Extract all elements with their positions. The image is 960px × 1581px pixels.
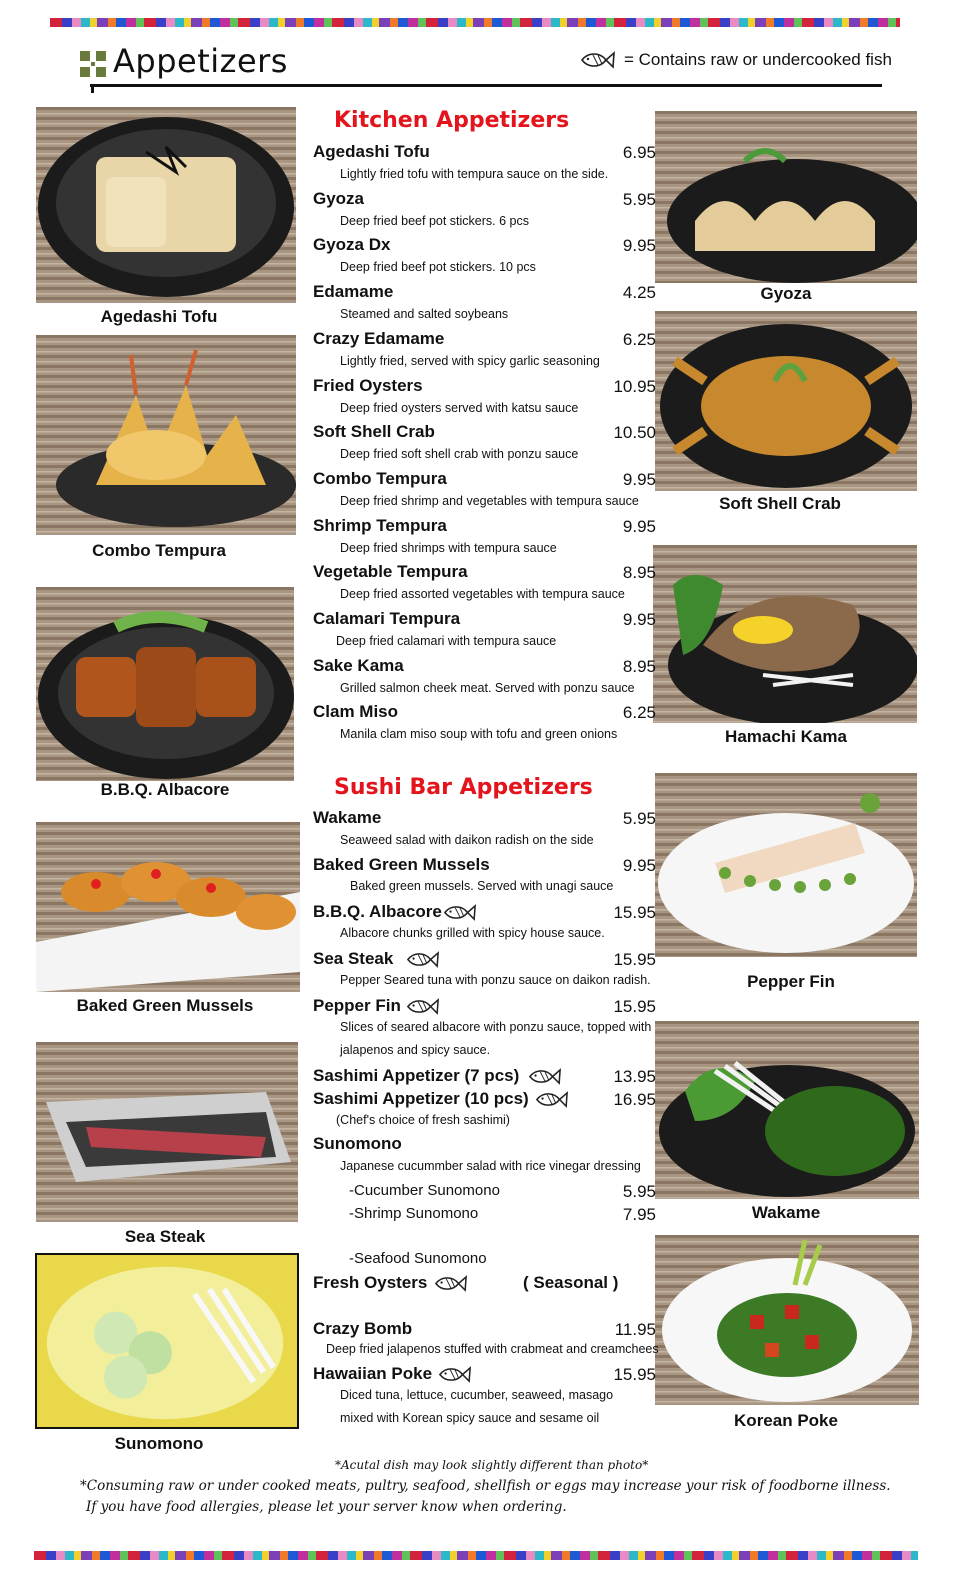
bottom-decorative-band xyxy=(34,1551,918,1560)
menu-item-price: 15.95 xyxy=(613,1365,656,1384)
menu-item-name: Sashimi Appetizer (7 pcs) xyxy=(313,1066,520,1085)
menu-item-desc: Steamed and salted soybeans xyxy=(340,307,509,321)
caption-combo-tempura: Combo Tempura xyxy=(92,541,226,560)
menu-item-desc: Grilled salmon cheek meat. Served with ponzu sauce xyxy=(340,681,635,695)
menu-item-price: 16.95 xyxy=(613,1090,656,1109)
menu-item-desc: Seaweed salad with daikon radish on the side xyxy=(340,833,594,847)
menu-item-desc: Albacore chunks grilled with spicy house sauce. xyxy=(340,926,605,940)
agedashi-tofu-photo xyxy=(36,107,296,303)
menu-item-price: 7.95 xyxy=(622,1205,656,1224)
menu-item-price: 9.95 xyxy=(622,517,656,536)
raw-fish-icon xyxy=(535,1090,569,1109)
menu-item-price: 9.95 xyxy=(622,236,656,255)
allergy-notice: If you have food allergies, please let your server know when ordering. xyxy=(86,1499,567,1515)
menu-item-desc: Manila clam miso soup with tofu and green onions xyxy=(340,727,618,741)
sunomono-option: -Seafood Sunomono xyxy=(349,1250,487,1267)
menu-item-price: 5.95 xyxy=(622,1182,656,1201)
menu-item-desc: Diced tuna, lettuce, cucumber, seaweed, masago xyxy=(340,1388,614,1402)
sunomono-photo xyxy=(35,1253,299,1429)
menu-item-name: Agedashi Tofu xyxy=(313,142,430,161)
menu-item-name: Crazy Bomb xyxy=(313,1319,413,1338)
raw-fish-icon xyxy=(438,1365,472,1384)
menu-item-price: 15.95 xyxy=(613,903,656,922)
menu-item-name: Gyoza Dx xyxy=(313,235,391,254)
sunomono-option: -Cucumber Sunomono xyxy=(349,1182,500,1199)
header-rule xyxy=(90,84,882,87)
caption-agedashi-tofu: Agedashi Tofu xyxy=(100,307,218,326)
menu-item-desc: Slices of seared albacore with ponzu sauce, topped with xyxy=(340,1020,652,1034)
menu-item-price: 8.95 xyxy=(622,563,656,582)
menu-item-desc: jalapenos and spicy sauce. xyxy=(340,1043,491,1057)
bbq-albacore-photo xyxy=(36,587,294,781)
page-title: Appetizers xyxy=(113,42,288,80)
menu-item-desc: Deep fried jalapenos stuffed with crabmeat and creamchees xyxy=(326,1342,659,1356)
raw-fish-legend xyxy=(580,50,892,70)
top-decorative-band xyxy=(50,18,900,27)
legend-text: = Contains raw or undercooked fish xyxy=(624,50,892,69)
menu-item-desc: Lightly fried, served with spicy garlic seasoning xyxy=(340,354,600,368)
header-rule-tick xyxy=(91,84,94,93)
menu-item-desc: mixed with Korean spicy sauce and sesame oil xyxy=(340,1411,600,1425)
menu-item-desc: Pepper Seared tuna with ponzu sauce on daikon radish. xyxy=(340,973,651,987)
menu-item-name: Hawaiian Poke xyxy=(313,1364,433,1383)
menu-item-name: Clam Miso xyxy=(313,702,399,721)
gyoza-photo xyxy=(655,111,917,283)
menu-item-name: Soft Shell Crab xyxy=(313,422,435,441)
raw-fish-icon xyxy=(406,997,440,1016)
menu-item-desc: Deep fried calamari with tempura sauce xyxy=(336,634,557,648)
menu-item-price: 6.95 xyxy=(622,143,656,162)
menu-item-price: 6.25 xyxy=(622,330,656,349)
combo-tempura-photo xyxy=(36,335,296,535)
menu-item-name: Fresh Oysters xyxy=(313,1273,428,1292)
menu-item-desc: Deep fried shrimps with tempura sauce xyxy=(340,541,557,555)
sushi-bar-appetizers-title: Sushi Bar Appetizers xyxy=(334,775,593,800)
hamachi-kama-photo xyxy=(653,545,917,723)
pepper-fin-photo xyxy=(655,773,917,957)
menu-item-name: Wakame xyxy=(313,808,382,827)
menu-item-name: Baked Green Mussels xyxy=(313,855,490,874)
caption-bbq-albacore: B.B.Q. Albacore xyxy=(100,780,230,799)
menu-item-name: Gyoza xyxy=(313,189,365,208)
menu-item-name: B.B.Q. Albacore xyxy=(313,902,442,921)
menu-item-name: Sashimi Appetizer (10 pcs) xyxy=(313,1089,529,1108)
menu-item-name: Vegetable Tempura xyxy=(313,562,468,581)
menu-item-name: Sake Kama xyxy=(313,656,404,675)
menu-item-price: 13.95 xyxy=(613,1067,656,1086)
menu-item-desc: Deep fried shrimp and vegetables with tempura sauce xyxy=(340,494,639,508)
menu-item-name: Edamame xyxy=(313,282,394,301)
menu-item-price: 6.25 xyxy=(622,703,656,722)
sea-steak-photo xyxy=(36,1042,298,1222)
raw-fish-icon xyxy=(434,1274,468,1293)
menu-item-price: 10.50 xyxy=(613,423,656,442)
menu-logo-icon xyxy=(80,51,106,77)
menu-item-name: Crazy Edamame xyxy=(313,329,445,348)
menu-item-name: Calamari Tempura xyxy=(313,609,461,628)
menu-item-price: 8.95 xyxy=(622,657,656,676)
menu-item-desc: Deep fried assorted vegetables with tempura sauce xyxy=(340,587,625,601)
menu-item-desc: Deep fried oysters served with katsu sauce xyxy=(340,401,579,415)
caption-sunomono: Sunomono xyxy=(114,1434,204,1453)
seasonal-note: ( Seasonal ) xyxy=(523,1273,619,1292)
wakame-photo xyxy=(655,1021,919,1199)
menu-item-name: Sea Steak xyxy=(313,949,394,968)
caption-wakame: Wakame xyxy=(751,1203,821,1222)
menu-item-price: 9.95 xyxy=(622,610,656,629)
caption-sea-steak: Sea Steak xyxy=(124,1227,206,1246)
photo-disclaimer: *Acutal dish may look slightly different than photo* xyxy=(335,1458,649,1472)
caption-soft-shell-crab: Soft Shell Crab xyxy=(719,494,841,513)
menu-item-price: 11.95 xyxy=(614,1320,656,1339)
menu-item-price: 5.95 xyxy=(622,190,656,209)
caption-hamachi-kama: Hamachi Kama xyxy=(725,727,847,746)
caption-pepper-fin: Pepper Fin xyxy=(747,972,835,991)
menu-item-desc: Baked green mussels. Served with unagi sauce xyxy=(350,879,614,893)
menu-item-desc: Deep fried beef pot stickers. 10 pcs xyxy=(340,260,536,274)
caption-gyoza: Gyoza xyxy=(760,284,812,303)
caption-baked-green-mussels: Baked Green Mussels xyxy=(76,996,254,1015)
raw-fish-icon xyxy=(443,903,477,922)
menu-item-price: 4.25 xyxy=(622,283,656,302)
menu-item-price: 9.95 xyxy=(622,856,656,875)
menu-item-price: 9.95 xyxy=(622,470,656,489)
menu-item-price: 15.95 xyxy=(613,950,656,969)
baked-green-mussels-photo xyxy=(36,822,300,992)
menu-item-desc: Japanese cucummber salad with rice vinegar dressing xyxy=(340,1159,641,1173)
raw-fish-icon xyxy=(406,950,440,969)
raw-fish-icon xyxy=(528,1067,562,1086)
sunomono-option: -Shrimp Sunomono xyxy=(349,1205,479,1222)
caption-korean-poke: Korean Poke xyxy=(734,1411,838,1430)
raw-fish-icon xyxy=(580,50,616,70)
food-safety-warning: *Consuming raw or under cooked meats, pultry, seafood, shellfish or eggs may increase your risk of foodborne illness. xyxy=(80,1478,891,1494)
menu-item-desc: Deep fried beef pot stickers. 6 pcs xyxy=(340,214,529,228)
menu-item-price: 5.95 xyxy=(622,809,656,828)
korean-poke-photo xyxy=(655,1235,919,1405)
menu-item-name: Pepper Fin xyxy=(313,996,401,1015)
soft-shell-crab-photo xyxy=(655,311,917,491)
menu-item-name: Sunomono xyxy=(313,1134,402,1153)
menu-item-desc: Deep fried soft shell crab with ponzu sauce xyxy=(340,447,579,461)
kitchen-appetizers-title: Kitchen Appetizers xyxy=(334,108,570,133)
menu-item-desc: Lightly fried tofu with tempura sauce on the side. xyxy=(340,167,609,181)
menu-item-name: Combo Tempura xyxy=(313,469,447,488)
menu-item-name: Shrimp Tempura xyxy=(313,516,447,535)
menu-item-desc: (Chef's choice of fresh sashimi) xyxy=(336,1113,510,1127)
menu-item-price: 15.95 xyxy=(613,997,656,1016)
menu-item-name: Fried Oysters xyxy=(313,376,423,395)
menu-item-price: 10.95 xyxy=(613,377,656,396)
